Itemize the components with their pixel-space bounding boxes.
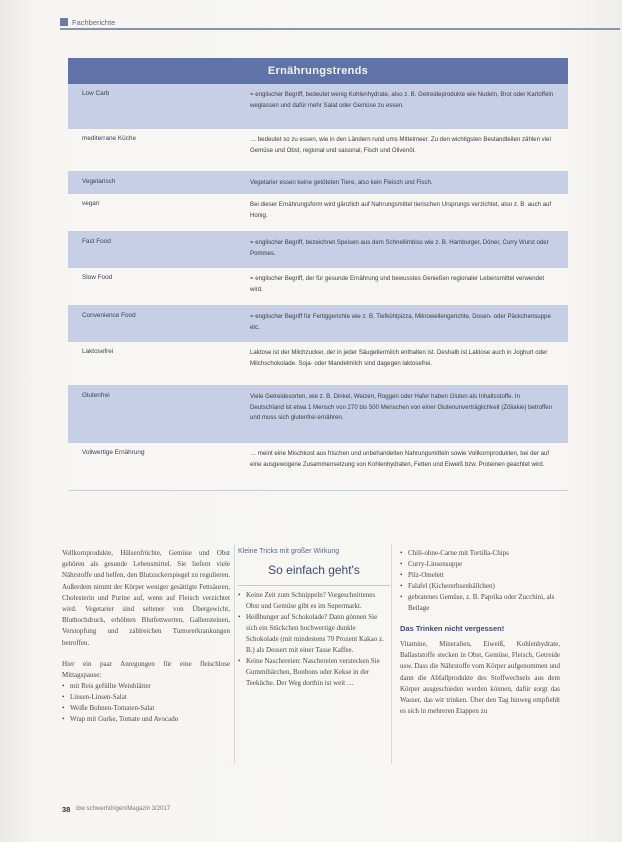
list-item: • Linsen-Linsen-Salat <box>62 692 230 703</box>
trend-definition: … meint eine Mischkost aus frischen und unbehandelten Nahrungsmitteln sowie Vollkornprodukten, bei der auf eine ausgewogene Zusammensetzung von Kohlenhydraten, Fetten und Eiweiß bzw. Proteinen geachtet wird. <box>250 450 550 468</box>
section-marker <box>60 18 68 26</box>
list-item: • Pilz-Omelett <box>400 570 560 581</box>
trend-definition: Laktose ist der Milchzucker, der in jeder Säugetiermilch enthalten ist. Deshalb ist Laktose auch in Joghurt oder Milchschokolade. Soja- oder Mandelmilch sind dagegen laktosefrei. <box>250 349 548 367</box>
tips-box <box>238 548 390 689</box>
trend-term: Convenience Food <box>82 312 136 319</box>
tips-content <box>238 585 390 689</box>
trend-term: Fast Food <box>82 238 111 245</box>
trend-term: Slow Food <box>82 274 113 281</box>
list-item: • Keine Naschereien: Naschereien verstecken Sie Gummibärchen, Bonbons oder Kekse in der Teeküche. Der Weg dorthin ist weit … <box>238 656 390 689</box>
list-item: • Wrap mit Gurke, Tomate und Avocado <box>62 714 230 725</box>
trend-term: Low Carb <box>82 90 110 97</box>
list-item: • gebratenes Gemüse, z. B. Paprika oder Zucchini, als Beilage <box>400 592 560 614</box>
trend-term: Laktosefrei <box>82 348 114 355</box>
list-item: • mit Reis gefüllte Weinblätter <box>62 681 230 692</box>
trend-row <box>68 84 568 129</box>
subheading: Das Trinken nicht vergessen! <box>400 624 505 633</box>
trend-definition: Viele Getreidesorten, wie z. B. Dinkel, Weizen, Roggen oder Hafer haben Gluten als Inhaltsstoffe. In Deutschland ist etwa 1 Mensch von 270 bis 500 Menschen von einer Glutenunverträglichkeit (Zöliakie) betroffen und muss sich glutenfrei ernähren. <box>250 393 553 421</box>
article-column-1 <box>62 548 230 725</box>
trend-term: Vegetarisch <box>82 178 116 185</box>
trend-definition: = englischer Begriff, bedeutet wenig Kohlenhydrate, also z. B. Getreideprodukte wie Nudeln, Brot oder Kartoffeln weglassen und dafür mehr Salat oder Gemüse zu essen. <box>250 91 554 109</box>
tips-kicker: Kleine Tricks mit großer Wirkung <box>238 548 340 555</box>
list-item: • Curry-Linsensuppe <box>400 559 560 570</box>
trend-definition: = englischer Begriff, bezeichnet Speisen aus dem Schnellimbiss wie z. B. Hamburger, Döner, Curry Wurst oder Pommes. <box>250 239 549 257</box>
list-item: • Heißhunger auf Schokolade? Dann gönnen Sie sich ein Stückchen hochwertige dunkle Schokolade (mit mindestens 70 Prozent Kakao z. B.) als Dessert mit einer Tasse Kaffee. <box>238 612 390 656</box>
tips-headline: So einfach geht's <box>268 563 360 577</box>
trend-term: Glutenfrei <box>82 392 110 399</box>
trend-term: mediterrane Küche <box>82 135 136 142</box>
trend-definition: = englischer Begriff, der für gesunde Ernährung und bewusstes Genießen regionaler Lebensmittel verwendet wird. <box>250 275 545 293</box>
trend-row <box>68 129 568 172</box>
trend-definition: … bedeutet so zu essen, wie in den Ländern rund ums Mittelmeer. Zu den wichtigsten Bestandteilen zählen viel Gemüse und Obst, regional und saisonal, Fisch und Olivenöl. <box>250 136 551 154</box>
trend-table <box>68 58 568 512</box>
header-rule <box>60 28 620 30</box>
trend-row <box>68 268 568 306</box>
body-paragraph: Vitamine, Mineralien, Eiweiß, Kohlenhydrate, Ballaststoffe stecken in Obst, Gemüse, Fleisch, Getreide usw. Dass die Nährstoffe vom Körper aufgenommen und dann die Abfallprodukte des Stoffwechsels aus dem Körper ausgeschieden werden können, dafür sorgt das Wasser, das wir trinken. Über den Tag hinweg empfiehlt es sich in mehreren Etappen zu <box>400 640 560 716</box>
trend-table-title: Ernährungstrends <box>68 58 568 84</box>
lunch-ideas-list <box>62 681 230 725</box>
trend-row <box>68 232 568 268</box>
trend-definition: Bei dieser Ernährungsform wird gänzlich auf Nahrungsmittel tierischen Ursprungs verzichtet, also z. B. auch auf Honig. <box>250 201 552 219</box>
trend-row <box>68 342 568 386</box>
trend-row <box>68 386 568 443</box>
page-number: 38 <box>62 805 71 814</box>
section-label: Fachberichte <box>72 18 116 27</box>
trend-row <box>68 443 568 491</box>
trend-term: Vollwertige Ernährung <box>82 449 145 456</box>
trend-row <box>68 194 568 232</box>
trend-definition: Vegetarier essen keine getöteten Tiere, also kein Fleisch und Fisch. <box>250 179 433 186</box>
trend-term: vegan <box>82 200 100 207</box>
tips-list <box>238 590 390 689</box>
trend-row <box>68 172 568 194</box>
list-item: • Falafel (Kichererbsenbällchen) <box>400 581 560 592</box>
trend-row <box>68 306 568 342</box>
trend-definition: = englischer Begriff für Fertiggerichte wie z. B. Tiefkühlpizza, Mikrowellengerichte, Dosen- oder Päckchensuppe etc. <box>250 313 551 331</box>
list-item: • Weiße Bohnen-Tomaten-Salat <box>62 703 230 714</box>
list-item: • Keine Zeit zum Schnippeln? Vorgeschnittenes Obst und Gemüse gibt es im Supermarkt. <box>238 590 390 612</box>
list-item: • Chili-ohne-Carne mit Tortilla-Chips <box>400 548 560 559</box>
lunch-ideas-list-continued <box>400 548 560 614</box>
article-column-3 <box>400 548 560 717</box>
body-paragraph: Vollkornprodukte, Hülsenfrüchte, Gemüse und Obst gehören als gesunde Lebensmittel. Sie liefern viele Nährstoffe und helfen, den Blutzuckerspiegel zu regulieren. Außerdem nimmt der Körper weniger gesättigte Fettsäuren, Cholesterin und Purine auf, wenn auf Fleisch verzichtet wird. Vegetarier sind seltener von Übergewicht, Bluthochdruck, erhöhten Blutfettwerten, Gallensteinen, Verstopfung und zahlreichen Tumorerkrankungen betroffen. <box>62 549 230 647</box>
footer-source: ibw schwerhörigen/Magazin 3/2017 <box>76 806 171 812</box>
body-paragraph: Hier ein paar Anregungen für eine fleischlose Mittagspause: <box>62 659 230 680</box>
